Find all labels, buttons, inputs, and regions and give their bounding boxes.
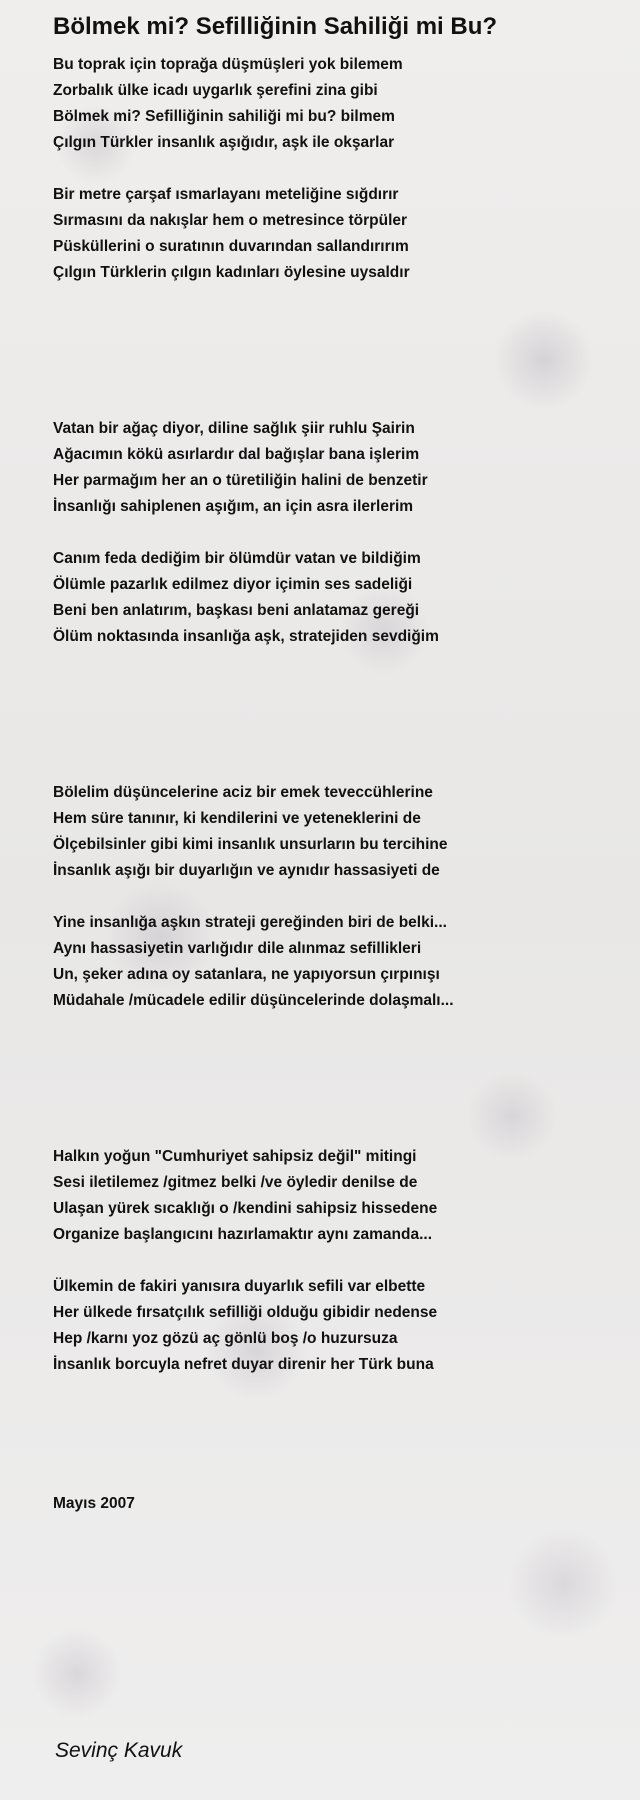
poem-line: Yine insanlığa aşkın strateji gereğinden biri de belki... (53, 914, 447, 931)
poem-line: Ölümle pazarlık edilmez diyor içimin ses sadeliği (53, 576, 413, 593)
stanza (53, 910, 613, 1014)
poem-line: Un, şeker adına oy satanlara, ne yapıyorsun çırpınışı (53, 966, 440, 983)
stanza (53, 182, 613, 286)
section-gap (53, 650, 613, 780)
stanza (53, 1274, 613, 1378)
poem-line: İnsanlığı sahiplenen aşığım, an için asra ilerlerim (53, 498, 414, 515)
poem-line: Ülkemin de fakiri yanısıra duyarlık sefili var elbette (53, 1278, 426, 1295)
poem-line: Aynı hassasiyetin varlığıdır dile alınmaz sefillikleri (53, 940, 422, 957)
poem-line: Zorbalık ülke icadı uygarlık şerefini zina gibi (53, 82, 378, 99)
section-gap (53, 286, 613, 416)
poem-line: Bir metre çarşaf ısmarlayanı meteliğine sığdırır (53, 186, 399, 203)
poem-line: Ağacımın kökü asırlardır dal bağışlar bana işlerim (53, 446, 420, 463)
poem-body (53, 52, 613, 1378)
stanza (53, 52, 613, 156)
poem-line: Beni ben anlatırım, başkası beni anlatamaz gereği (53, 602, 420, 619)
poem-line: İnsanlık borcuyla nefret duyar direnir her Türk buna (53, 1356, 434, 1373)
poem-line: İnsanlık aşığı bir duyarlığın ve aynıdır hassasiyeti de (53, 862, 440, 879)
poem-line: Çılgın Türkler insanlık aşığıdır, aşk ile okşarlar (53, 134, 395, 151)
poem-author: Sevinç Kavuk (55, 1739, 183, 1762)
stanza (53, 546, 613, 650)
poem-line: Müdahale /mücadele edilir düşüncelerinde dolaşmalı... (53, 992, 454, 1009)
section-gap (53, 1014, 613, 1144)
stanza (53, 780, 613, 884)
poem-line: Bu toprak için toprağa düşmüşleri yok bilemem (53, 56, 403, 73)
poem-line: Her parmağım her an o türetiliğin halini de benzetir (53, 472, 428, 489)
poem-date: Mayıs 2007 (53, 1495, 135, 1512)
stanza (53, 416, 613, 520)
poem-line: Hep /karnı yoz gözü aç gönlü boş /o huzursuza (53, 1330, 398, 1347)
poem-line: Ölçebilsinler gibi kimi insanlık unsurların bu tercihine (53, 836, 448, 853)
poem-line: Her ülkede fırsatçılık sefilliği olduğu gibidir nedense (53, 1304, 438, 1321)
poem-line: Bölelim düşüncelerine aciz bir emek teveccühlerine (53, 784, 433, 801)
poem-line: Ölüm noktasında insanlığa aşk, stratejiden sevdiğim (53, 628, 439, 645)
stanza (53, 1144, 613, 1248)
poem-title: Bölmek mi? Sefilliğinin Sahiliği mi Bu? (53, 13, 498, 40)
poem-line: Püsküllerini o suratının duvarından sallandırırım (53, 238, 409, 255)
poem-line: Vatan bir ağaç diyor, diline sağlık şiir ruhlu Şairin (53, 420, 415, 437)
stanza-gap (53, 520, 613, 546)
poem-line: Organize başlangıcını hazırlamaktır aynı zamanda... (53, 1226, 433, 1243)
poem-line: Çılgın Türklerin çılgın kadınları öylesine uysaldır (53, 264, 410, 281)
poem-line: Sırmasını da nakışlar hem o metresince törpüler (53, 212, 408, 229)
poem-line: Sesi iletilemez /gitmez belki /ve öyledir denilse de (53, 1174, 418, 1191)
poem-line: Halkın yoğun "Cumhuriyet sahipsiz değil" mitingi (53, 1148, 417, 1165)
poem-line: Hem süre tanınır, ki kendilerini ve yeteneklerini de (53, 810, 421, 827)
poem-line: Ulaşan yürek sıcaklığı o /kendini sahipsiz hissedene (53, 1200, 438, 1217)
stanza-gap (53, 1248, 613, 1274)
stanza-gap (53, 156, 613, 182)
poem-line: Bölmek mi? Sefilliğinin sahiliği mi bu? bilmem (53, 108, 395, 125)
poem-line: Canım feda dediğim bir ölümdür vatan ve bildiğim (53, 550, 421, 567)
stanza-gap (53, 884, 613, 910)
